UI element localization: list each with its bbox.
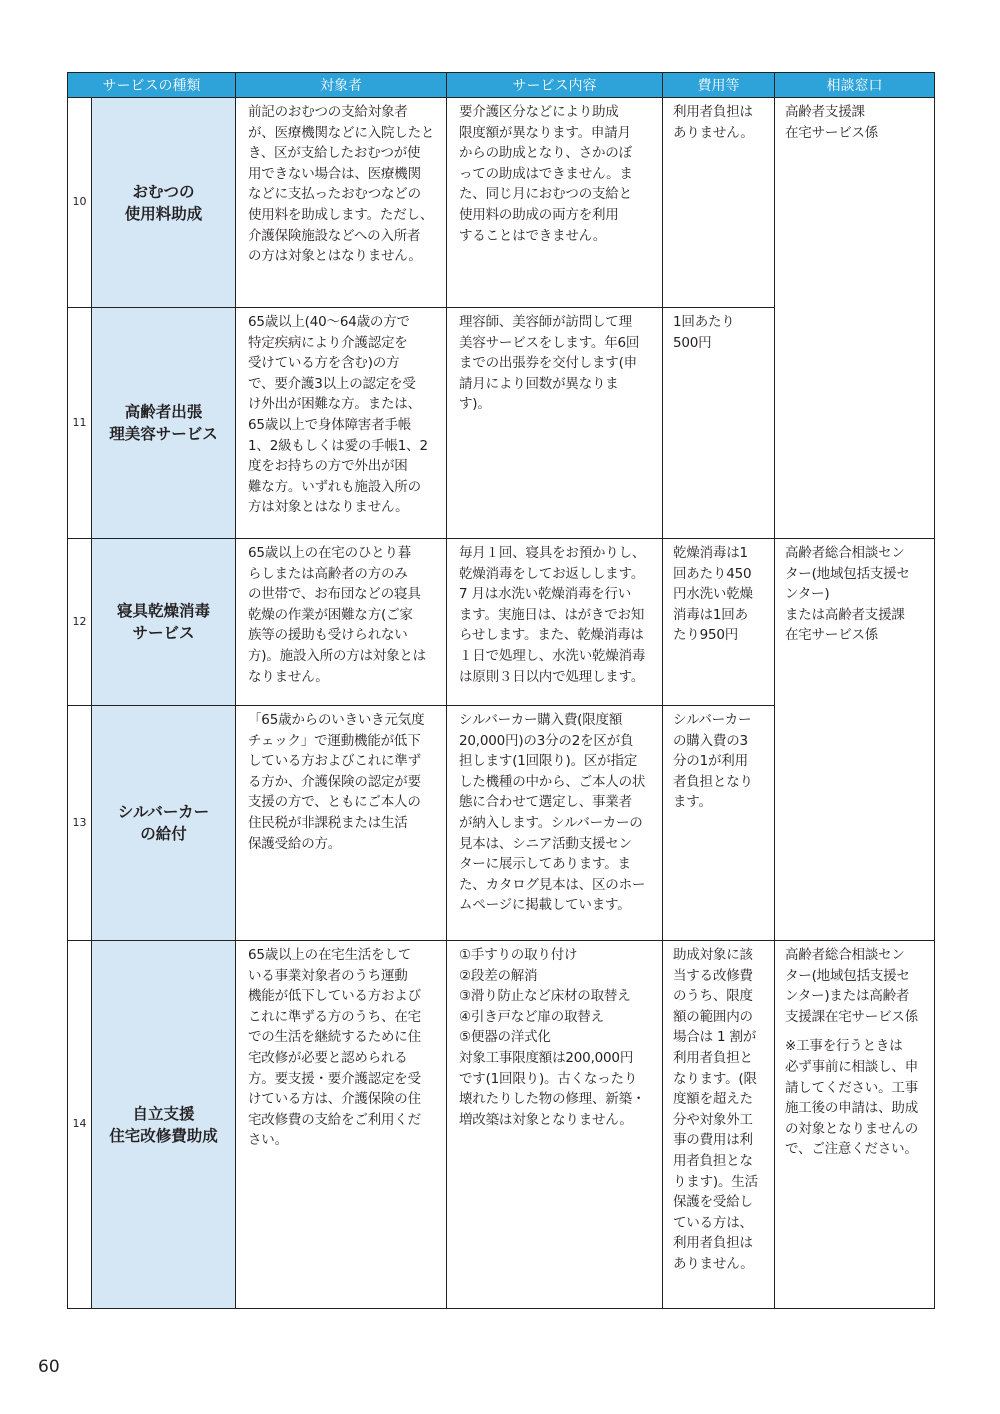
service-name-text: シルバーカー の給付 <box>117 803 210 843</box>
contact-text: 高齢者支援課 在宅サービス係 <box>785 104 879 141</box>
table-row <box>68 98 935 308</box>
table-header-row <box>68 73 935 98</box>
service-name <box>92 706 236 941</box>
content-cell: 毎月１回、寝具をお預かりし、 乾燥消毒をしてお返しします。 7 月は水洗い乾燥消毒を行い ます。実施日は、はがきでお知 らせします。また、乾燥消毒は １日で処理し、水洗い乾燥消毒 は原則３日以内で処理します。 <box>447 539 663 706</box>
content-cell: ①手すりの取り付け ②段差の解消 ③滑り防止など床材の取替え ④引き戸など扉の取替え ⑤便器の洋式化 対象工事限度額は200,000円 です(1回限り)。古くなったり 壊れたりした物の修理、新築・ 増改築は対象となりません。 <box>447 941 663 1309</box>
table-row <box>68 539 935 706</box>
services-table <box>67 72 935 1309</box>
content-cell: 要介護区分などにより助成 限度額が異なります。申請月 からの助成となり、さかのぼ っての助成はできません。ま た、同じ月におむつの支給と 使用料の助成の両方を利用 することはできません。 <box>447 98 663 308</box>
cost-cell: 助成対象に該 当する改修費 のうち、限度 額の範囲内の 場合は 1 割が 利用者負担と なります。(限 度額を超えた 分や対象外工 事の費用は利 用者負担とな ります)。生活 保護を受給し ている方は、 利用者負担は ありません。 <box>663 941 775 1309</box>
service-name <box>92 98 236 308</box>
service-name <box>92 941 236 1309</box>
row-number: 13 <box>68 706 92 941</box>
cost-cell: 乾燥消毒は1 回あたり450 円水洗い乾燥 消毒は1回あ たり950円 <box>663 539 775 706</box>
cost-cell: シルバーカー の購入費の3 分の1が利用 者負担となり ます。 <box>663 706 775 941</box>
service-name-text: 自立支援 住宅改修費助成 <box>109 1104 218 1145</box>
cost-cell: 1回あたり 500円 <box>663 308 775 539</box>
page-number: 60 <box>38 1357 60 1377</box>
header-target: 対象者 <box>236 73 447 98</box>
service-name-text: 高齢者出張 理美容サービス <box>109 403 218 443</box>
row-number: 12 <box>68 539 92 706</box>
header-contact: 相談窓口 <box>775 73 935 98</box>
content-cell: シルバーカー購入費(限度額 20,000円)の3分の2を区が負 担します(1回限り)。区が指定 した機種の中から、ご本人の状 態に合わせて選定し、事業者 が納入します。シルバーカーの 見本は、シニア活動支援セン ターに展示してあります。ま た、カタログ見本は、区のホー ムページに掲載しています。 <box>447 706 663 941</box>
contact-text: 高齢者総合相談セン ター(地域包括支援セ ンター)または高齢者 支援課在宅サービス係 <box>785 947 918 1025</box>
cost-cell: 利用者負担は ありません。 <box>663 98 775 308</box>
target-cell: 「65歳からのいきいき元気度 チェック」で運動機能が低下 している方およびこれに準ず る方か、介護保険の認定が要 支援の方で、ともにご本人の 住民税が非課税または生活 保護受給の方。 <box>236 706 447 941</box>
contact-cell <box>775 539 935 941</box>
table-row <box>68 941 935 1309</box>
contact-text: 高齢者総合相談セン ター(地域包括支援セ ンター) または高齢者支援課 在宅サービス係 <box>785 545 910 644</box>
contact-note: ※工事を行うときは 必ず事前に相談し、申 請してください。工事 施工後の申請は、助成 の対象となりませんの で、ご注意ください。 <box>785 1038 918 1158</box>
service-name-text: おむつの 使用料助成 <box>124 182 203 223</box>
header-content: サービス内容 <box>447 73 663 98</box>
contact-cell <box>775 98 935 539</box>
row-number: 14 <box>68 941 92 1309</box>
service-name <box>92 539 236 706</box>
row-number: 10 <box>68 98 92 308</box>
target-cell: 65歳以上の在宅生活をして いる事業対象者のうち運動 機能が低下している方および これに準ずる方のうち、在宅 での生活を継続するために住 宅改修が必要と認められる 方。要支援・要介護認定を受 けている方は、介護保険の住 宅改修費の支給をご利用くだ さい。 <box>236 941 447 1309</box>
service-name-text: 寝具乾燥消毒 サービス <box>116 602 210 642</box>
target-cell: 前記のおむつの支給対象者 が、医療機関などに入院したと き、区が支給したおむつが使 用できない場合は、医療機関 などに支払ったおむつなどの 使用料を助成します。ただし、 介護保険施設などへの入所者 の方は対象とはなりません。 <box>236 98 447 308</box>
target-cell: 65歳以上(40〜64歳の方で 特定疾病により介護認定を 受けている方を含む)の方 で、要介護3以上の認定を受 け外出が困難な方。または、 65歳以上で身体障害者手帳 1、2級もしくは愛の手帳1、2 度をお持ちの方で外出が困 難な方。いずれも施設入所の 方は対象とはなりません。 <box>236 308 447 539</box>
service-name <box>92 308 236 539</box>
header-cost: 費用等 <box>663 73 775 98</box>
target-cell: 65歳以上の在宅のひとり暮 らしまたは高齢者の方のみ の世帯で、お布団などの寝具 乾燥の作業が困難な方(ご家 族等の援助も受けられない 方)。施設入所の方は対象とは なりません。 <box>236 539 447 706</box>
contact-cell <box>775 941 935 1309</box>
row-number: 11 <box>68 308 92 539</box>
header-service-type: サービスの種類 <box>68 73 236 98</box>
content-cell: 理容師、美容師が訪問して理 美容サービスをします。年6回 までの出張券を交付します(申 請月により回数が異なりま す)。 <box>447 308 663 539</box>
